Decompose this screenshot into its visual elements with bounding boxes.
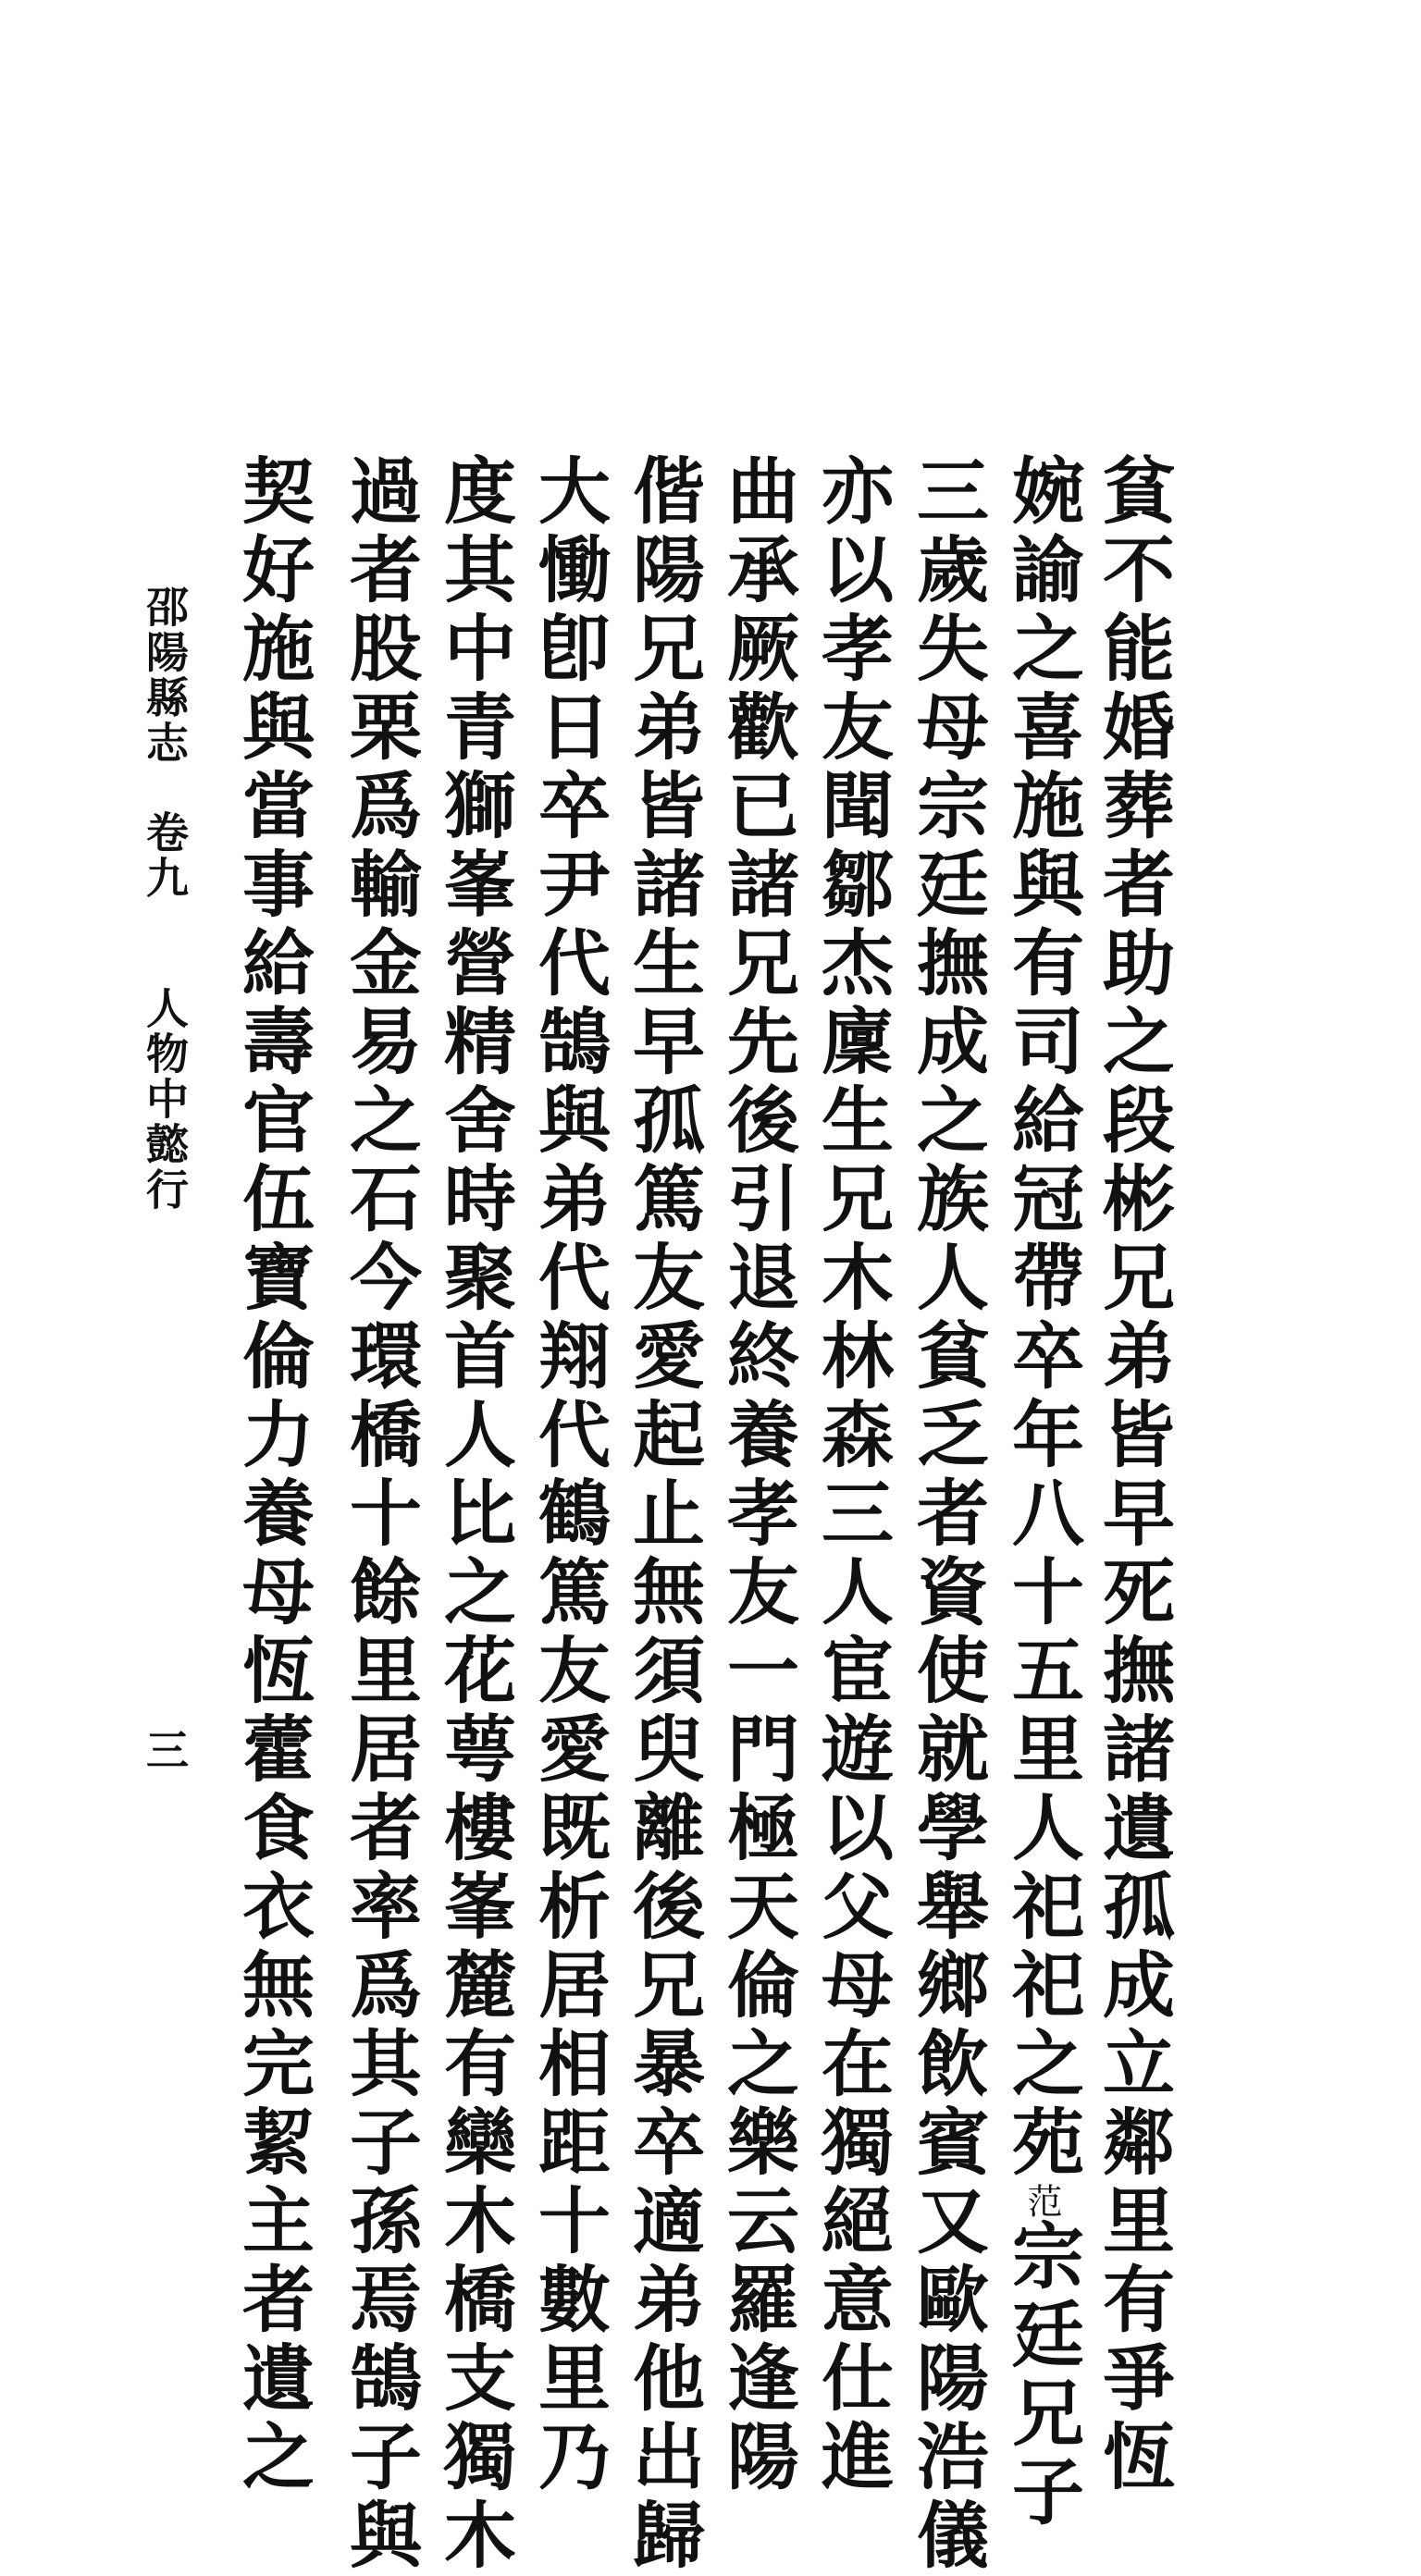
margin-volume: 卷九 <box>140 810 190 901</box>
margin-book-title: 邵陽縣志 <box>140 585 190 766</box>
text-segment: 度其中青獅峯營精舍時聚首人比之花萼樓峯麓有欒木橋支獨木 <box>432 453 516 2576</box>
text-segment: 尹代鵠與弟代翔代鶴篤友愛既析居相距十數里乃 <box>526 846 611 2497</box>
text-segment: 段彬兄弟皆早死撫諸遺孤成立鄰里有爭恆 <box>1091 1082 1175 2497</box>
text-segment: 契好施與當事給壽官 <box>230 453 315 1161</box>
text-column-4 <box>807 453 896 2497</box>
text-column-9 <box>335 453 424 2576</box>
text-segment: 宗廷兄子 <box>1000 2218 1084 2533</box>
text-segment: 貧不能婚葬者助之 <box>1091 453 1175 1082</box>
text-segment: 羅逢陽 <box>715 2262 799 2497</box>
text-segment: 苑 <box>1000 2104 1084 2183</box>
text-column-3 <box>902 453 991 2576</box>
text-column-1 <box>1088 453 1177 2497</box>
text-column-8 <box>429 453 518 2576</box>
text-segment: 鄒杰廩生兄木林森三人宦遊以父母在獨絕意仕進 <box>809 846 894 2497</box>
text-segment: 伍寶倫力養母恆藿食衣無完絜主者遺之 <box>230 1161 315 2497</box>
text-segment: 過者股栗爲輸金易之石今環橋十餘里居者率爲其子孫焉鵠子與 <box>338 453 422 2576</box>
correction-note: 范 <box>1021 2183 1062 2218</box>
margin-page-number: 三 <box>140 1728 190 1773</box>
text-column-5 <box>712 453 801 2497</box>
text-column-2 <box>997 453 1086 2533</box>
text-column-10 <box>228 453 316 2497</box>
text-segment: 婉諭之喜施與有司給冠帶卒年八十五里人祀祀之 <box>1000 453 1084 2104</box>
text-segment: 大慟卽日卒 <box>526 453 611 846</box>
margin-section: 人物中懿行 <box>140 986 190 1213</box>
text-column-7 <box>524 453 612 2497</box>
text-segment: 曲承厥歡已諸兄先後引退終養孝友一門極天倫之樂云 <box>715 453 799 2262</box>
text-segment: 亦以孝友聞 <box>809 453 894 846</box>
text-column-6 <box>618 453 707 2576</box>
text-segment: 偕陽兄弟皆諸生早孤篤友愛起止無須臾離後兄暴卒適弟他出歸 <box>621 453 705 2576</box>
text-segment: 三歲失母宗廷撫成之族人貧乏者資使就學舉鄉飲賓又歐陽浩儀 <box>905 453 989 2576</box>
